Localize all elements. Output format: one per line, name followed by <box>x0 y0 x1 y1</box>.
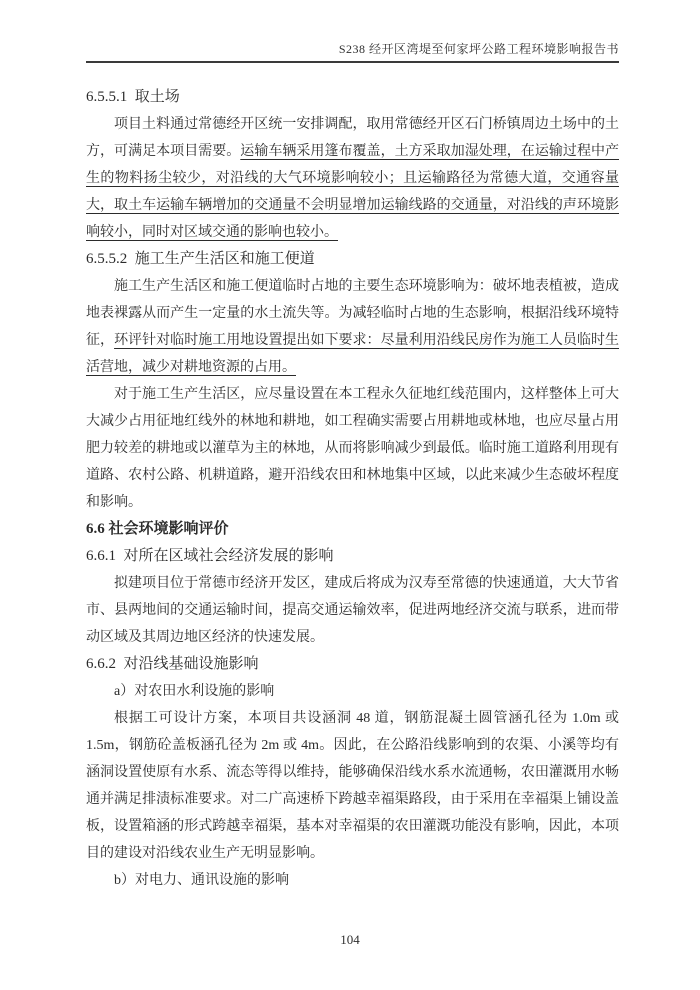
section-heading-662: 6.6.2 对沿线基础设施影响 <box>86 656 259 672</box>
header-title: S238 经开区湾堤至何家坪公路工程环境影响报告书 <box>338 42 619 56</box>
section-heading-6552: 6.5.5.2 施工生产生活区和施工便道 <box>86 251 315 267</box>
list-item-b: b）对电力、通讯设施的影响 <box>114 873 289 888</box>
page-header <box>86 42 619 63</box>
paragraph-6551-1 <box>86 111 619 246</box>
underlined-text-run: 环评针对临时施工用地设置提出如下要求：尽量利用沿线民房作为施工人员临时生活营地，减少对耕地资源的占用。 <box>86 333 620 375</box>
section-heading-6551: 6.5.5.1 取土场 <box>86 89 180 105</box>
document-content <box>86 84 619 894</box>
paragraph-6552-2: 对于施工生产生活区，应尽量设置在本工程永久征地红线范围内，这样整体上可大大减少占用征地红线外的林地和耕地，如工程确实需要占用耕地或林地，也应尽量占用肥力较差的耕地或以灌草为主的林地，从而将影响减少到最低。临时施工道路利用现有道路、农村公路、机耕道路，避开沿线农田和林地集中区域，以此来减少生态破坏程度和影响。 <box>86 387 619 510</box>
text-run: 施工生产生活区和施工便道临时占地的主要生态环境影响为：破坏地表植被，造成地表裸露从而产生一定量的水土流失等。为减轻临时占地的生态影响，根据沿线环境特征， <box>86 279 619 348</box>
paragraph-6552-1 <box>86 273 619 381</box>
section-heading-66: 6.6 社会环境影响评价 <box>86 521 229 537</box>
page-number: 104 <box>340 932 360 947</box>
text-run: 项目土料通过常德经开区统一安排调配，取用常德经开区石门桥镇周边土场中的土方，可满足本项目需要。 <box>86 117 619 159</box>
page-footer <box>0 932 700 948</box>
paragraph-662-1: 根据工可设计方案，本项目共设涵洞 48 道，钢筋混凝土圆管涵孔径为 1.0m 或 1.5m，钢筋砼盖板涵孔径为 2m 或 4m。因此，在公路沿线影响到的农渠、小溪等均有涵洞设置使原有水系、流态等得以维持，能够确保沿线水系水流通畅，农田灌溉用水畅通并满足排渍标准要求。对二广高速桥下跨越幸福渠路段，由于采用在幸福渠上铺设盖板，设置箱涵的形式跨越幸福渠，基本对幸福渠的农田灌溉功能没有影响，因此，本项目的建设对沿线农业生产无明显影响。 <box>86 711 619 861</box>
list-item-a: a）对农田水利设施的影响 <box>114 684 275 699</box>
underlined-text-run: 运输车辆采用篷布覆盖，土方采取加湿处理，在运输过程中产生的物料扬尘较少，对沿线的大气环境影响较小；且运输路径为常德大道，交通容量大，取土车运输车辆增加的交通量不会明显增加运输线路的交通量，对沿线的声环境影响较小，同时对区域交通的影响也较小。 <box>86 144 619 240</box>
section-heading-661: 6.6.1 对所在区域社会经济发展的影响 <box>86 548 334 564</box>
paragraph-661-1: 拟建项目位于常德市经济开发区，建成后将成为汉寿至常德的快速通道，大大节省市、县两地间的交通运输时间，提高交通运输效率，促进两地经济交流与联系，进而带动区域及其周边地区经济的快速发展。 <box>86 576 619 645</box>
